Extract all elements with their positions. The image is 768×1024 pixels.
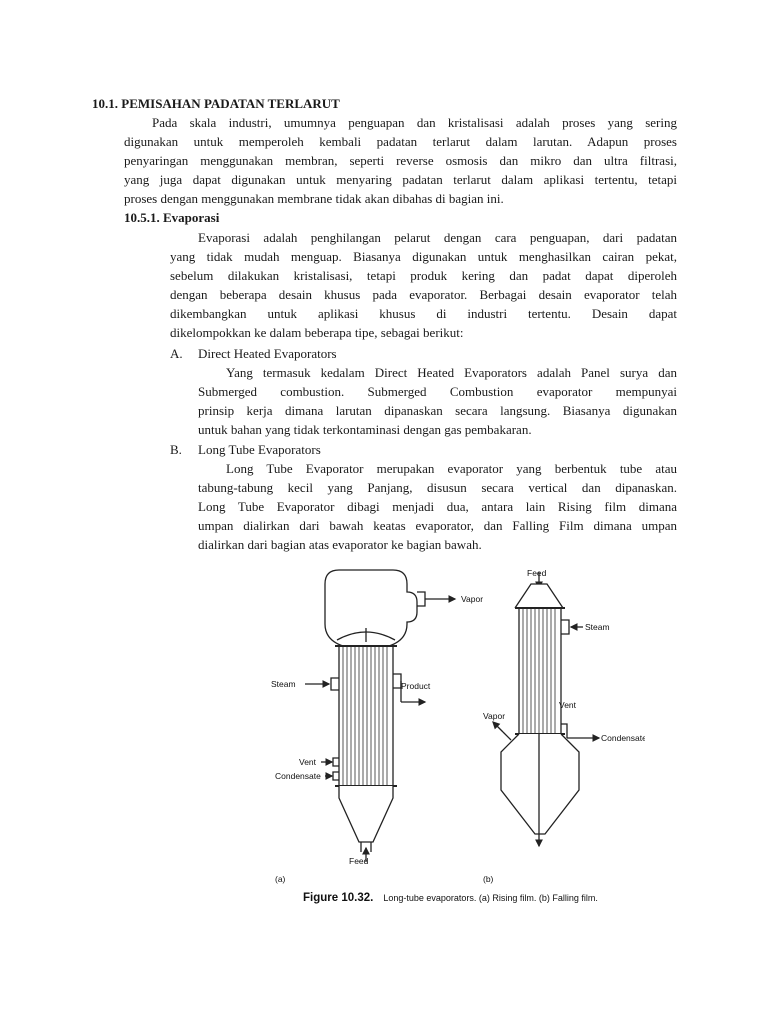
subsection-heading: 10.5.1. Evaporasi [124, 210, 220, 225]
list-marker: B. [170, 442, 182, 457]
label-vapor-b: Vapor [483, 711, 506, 721]
paragraph-line: Long Tube Evaporator merupakan evaporator yang berbentuk tube atau [226, 461, 677, 476]
list-item-title: Long Tube Evaporators [198, 442, 321, 457]
paragraph-line: Submerged combustion. Submerged Combustion evaporator mempunyai [198, 384, 677, 399]
paragraph-line: tabung-tabung kecil yang Panjang, disusun secara vertical dan dipanaskan. [198, 480, 677, 495]
label-condensate-a: Condensate [275, 771, 321, 781]
paragraph-line: Pada skala industri, umumnya penguapan dan kristalisasi adalah proses yang sering [152, 115, 677, 130]
falling-film-evaporator [493, 572, 599, 846]
paragraph-line: Yang termasuk kedalam Direct Heated Evaporators adalah Panel surya dan [226, 365, 677, 380]
label-tag-a: (a) [275, 874, 286, 884]
paragraph-line: dikembangkan untuk aplikasi khusus di industri tertentu. Desain dapat [170, 306, 677, 321]
paragraph-line: umpan dialirkan dari bawah keatas evaporator, dan Falling Film dimana umpan [198, 518, 677, 533]
label-vent-a: Vent [299, 757, 317, 767]
rising-film-evaporator [305, 570, 455, 862]
paragraph-line: proses dengan menggunakan membrane tidak akan dibahas di bagian ini. [124, 191, 504, 206]
label-vent-b: Vent [559, 700, 577, 710]
label-condensate-b: Condensate [601, 733, 645, 743]
label-feed-b: Feed [527, 568, 547, 578]
label-product-a: Product [401, 681, 431, 691]
evaporator-figure [265, 562, 645, 912]
paragraph-line: dialirkan dari bagian atas evaporator ke bagian bawah. [198, 537, 482, 552]
paragraph-line: penyaringan menggunakan membran, seperti reverse osmosis dan mikro dan ultra filtrasi, [124, 153, 677, 168]
paragraph-line: prinsip kerja dimana larutan dipanaskan secara langsung. Biasanya digunakan [198, 403, 677, 418]
paragraph-line: yang tidak mudah menguap. Biasanya digunakan untuk menghasilkan cairan pekat, [170, 249, 677, 264]
paragraph-line: yang juga dapat digunakan untuk menyaring padatan terlarut dalam aplikasi tertentu, tetapi [124, 172, 677, 187]
paragraph-line: Long Tube Evaporator dibagi menjadi dua, antara lain Rising film dimana [198, 499, 677, 514]
paragraph-line: digunakan untuk memperoleh kembali padatan terlarut dalam larutan. Adapun proses [124, 134, 677, 149]
label-tag-b: (b) [483, 874, 494, 884]
paragraph-line: untuk bahan yang tidak terkontaminasi dengan gas pembakaran. [198, 422, 532, 437]
paragraph-line: Evaporasi adalah penghilangan pelarut dengan cara penguapan, dari padatan [198, 230, 677, 245]
paragraph-line: dikelompokkan ke dalam beberapa tipe, sebagai berikut: [170, 325, 464, 340]
paragraph-line: dengan beberapa desain khusus pada evaporator. Berbagai desain evaporator telah [170, 287, 677, 302]
evaporator-diagram [265, 562, 645, 912]
list-item-title: Direct Heated Evaporators [198, 346, 337, 361]
label-feed-a: Feed [349, 856, 369, 866]
figure-caption [303, 892, 598, 904]
caption-label: Figure 10.32. [303, 892, 374, 904]
label-vapor-a: Vapor [461, 594, 484, 604]
paragraph-line: sebelum dilakukan kristalisasi, tetapi produk kering dan padat dapat diperoleh [170, 268, 677, 283]
caption-text: Long-tube evaporators. (a) Rising film. (b) Falling film. [383, 893, 598, 903]
list-marker: A. [170, 346, 183, 361]
label-steam-b: Steam [585, 622, 610, 632]
label-steam-a: Steam [271, 679, 296, 689]
section-heading: 10.1. PEMISAHAN PADATAN TERLARUT [92, 96, 340, 111]
